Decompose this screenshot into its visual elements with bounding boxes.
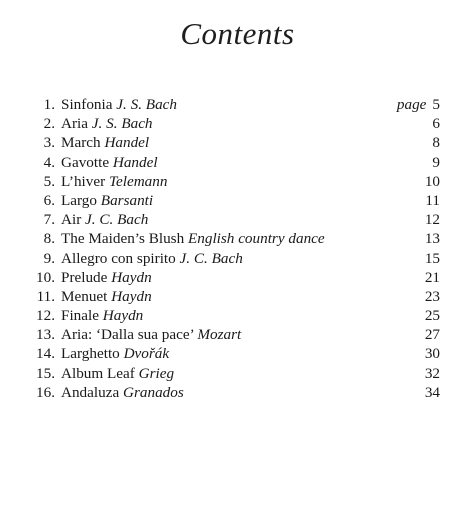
entry-title bbox=[61, 114, 153, 133]
page-number: 34 bbox=[424, 383, 440, 401]
entry-title bbox=[61, 191, 153, 210]
entry-number: 15. bbox=[36, 364, 55, 382]
entry-number: 8. bbox=[43, 230, 55, 248]
page-number: 32 bbox=[424, 364, 440, 382]
toc-entry bbox=[25, 210, 440, 229]
entry-number: 11. bbox=[36, 287, 55, 305]
toc-entry bbox=[25, 95, 440, 114]
composer-name: Telemann bbox=[108, 172, 168, 190]
entry-title bbox=[61, 133, 149, 152]
toc-entry bbox=[25, 344, 440, 363]
toc-entry bbox=[25, 268, 440, 287]
toc-entry bbox=[25, 383, 440, 402]
toc-entry bbox=[25, 364, 440, 383]
toc-entry bbox=[25, 287, 440, 306]
piece-title: Andaluza bbox=[61, 383, 120, 401]
composer-name: Haydn bbox=[111, 287, 152, 305]
entry-number: 13. bbox=[36, 326, 55, 344]
composer-name: Mozart bbox=[197, 326, 242, 344]
entry-title bbox=[61, 95, 177, 114]
composer-name: Haydn bbox=[102, 307, 144, 325]
composer-name: J. C. Bach bbox=[179, 249, 243, 267]
page-number: 27 bbox=[424, 326, 440, 344]
entry-title bbox=[61, 383, 184, 402]
piece-title: Prelude bbox=[61, 268, 108, 286]
toc-entry bbox=[25, 325, 440, 344]
entry-number: 7. bbox=[43, 211, 55, 229]
entry-title bbox=[61, 287, 152, 306]
composer-name: J. S. Bach bbox=[116, 96, 177, 113]
entry-title bbox=[61, 364, 174, 383]
piece-title: Album Leaf bbox=[61, 364, 135, 382]
entry-title bbox=[61, 210, 148, 229]
entry-number: 12. bbox=[36, 307, 55, 325]
piece-title: Sinfonia bbox=[61, 96, 113, 113]
piece-title: Gavotte bbox=[61, 153, 110, 171]
piece-title: L’hiver bbox=[61, 172, 106, 190]
piece-title: March bbox=[61, 134, 101, 152]
entry-title bbox=[61, 172, 167, 191]
table-of-contents bbox=[25, 95, 440, 402]
toc-entry bbox=[25, 229, 440, 248]
page-number: 13 bbox=[424, 230, 440, 248]
composer-name: Handel bbox=[112, 153, 158, 171]
entry-number: 9. bbox=[43, 249, 55, 267]
piece-title: Aria bbox=[61, 115, 88, 133]
page-number: 10 bbox=[424, 172, 440, 190]
entry-number: 6. bbox=[43, 191, 55, 209]
entry-number: 10. bbox=[36, 268, 55, 286]
composer-name: English country dance bbox=[187, 230, 325, 248]
entry-number: 14. bbox=[36, 345, 55, 363]
page-number: 9 bbox=[432, 153, 440, 171]
composer-name: Haydn bbox=[111, 268, 152, 286]
toc-entry bbox=[25, 114, 440, 133]
page-number: 12 bbox=[424, 211, 440, 229]
entry-title bbox=[61, 249, 243, 268]
page-number: 21 bbox=[424, 268, 440, 286]
piece-title: Largo bbox=[61, 191, 97, 209]
page-title: Contents bbox=[180, 16, 295, 51]
entry-number: 5. bbox=[43, 172, 55, 190]
entry-title bbox=[61, 306, 143, 325]
page-number: 6 bbox=[432, 115, 440, 133]
page-number: 11 bbox=[425, 191, 440, 209]
entry-number: 1. bbox=[43, 96, 55, 113]
entry-number: 2. bbox=[43, 115, 55, 133]
composer-name: Dvořák bbox=[123, 345, 170, 363]
page-number: 8 bbox=[432, 134, 440, 152]
piece-title: The Maiden’s Blush bbox=[61, 230, 185, 248]
toc-entry bbox=[25, 191, 440, 210]
page-number: 30 bbox=[424, 345, 440, 363]
page-number bbox=[397, 95, 440, 114]
piece-title: Air bbox=[61, 211, 82, 229]
toc-entry bbox=[25, 172, 440, 191]
piece-title: Allegro con spirito bbox=[61, 249, 176, 267]
toc-entry bbox=[25, 306, 440, 325]
composer-name: Handel bbox=[104, 134, 150, 152]
piece-title: Larghetto bbox=[61, 345, 120, 363]
composer-name: J. C. Bach bbox=[85, 211, 149, 229]
entry-number: 3. bbox=[43, 134, 55, 152]
piece-title: Menuet bbox=[61, 287, 108, 305]
entry-number: 4. bbox=[43, 153, 55, 171]
page-number: 15 bbox=[424, 249, 440, 267]
entry-title bbox=[61, 344, 169, 363]
composer-name: Barsanti bbox=[100, 191, 154, 209]
entry-title bbox=[61, 325, 241, 344]
toc-entry bbox=[25, 133, 440, 152]
entry-number: 16. bbox=[36, 383, 55, 401]
page-number: 25 bbox=[424, 307, 440, 325]
entry-title bbox=[61, 229, 325, 248]
composer-name: J. S. Bach bbox=[91, 115, 153, 133]
page-number-value: 5 bbox=[432, 96, 440, 113]
composer-name: Granados bbox=[123, 383, 184, 401]
page-word: page bbox=[396, 96, 427, 113]
piece-title: Aria: ‘Dalla sua pace’ bbox=[61, 326, 194, 344]
composer-name: Grieg bbox=[138, 364, 175, 382]
entry-title bbox=[61, 153, 158, 172]
page-number: 23 bbox=[424, 287, 440, 305]
piece-title: Finale bbox=[61, 307, 99, 325]
entry-title bbox=[61, 268, 152, 287]
toc-entry bbox=[25, 249, 440, 268]
toc-entry bbox=[25, 153, 440, 172]
